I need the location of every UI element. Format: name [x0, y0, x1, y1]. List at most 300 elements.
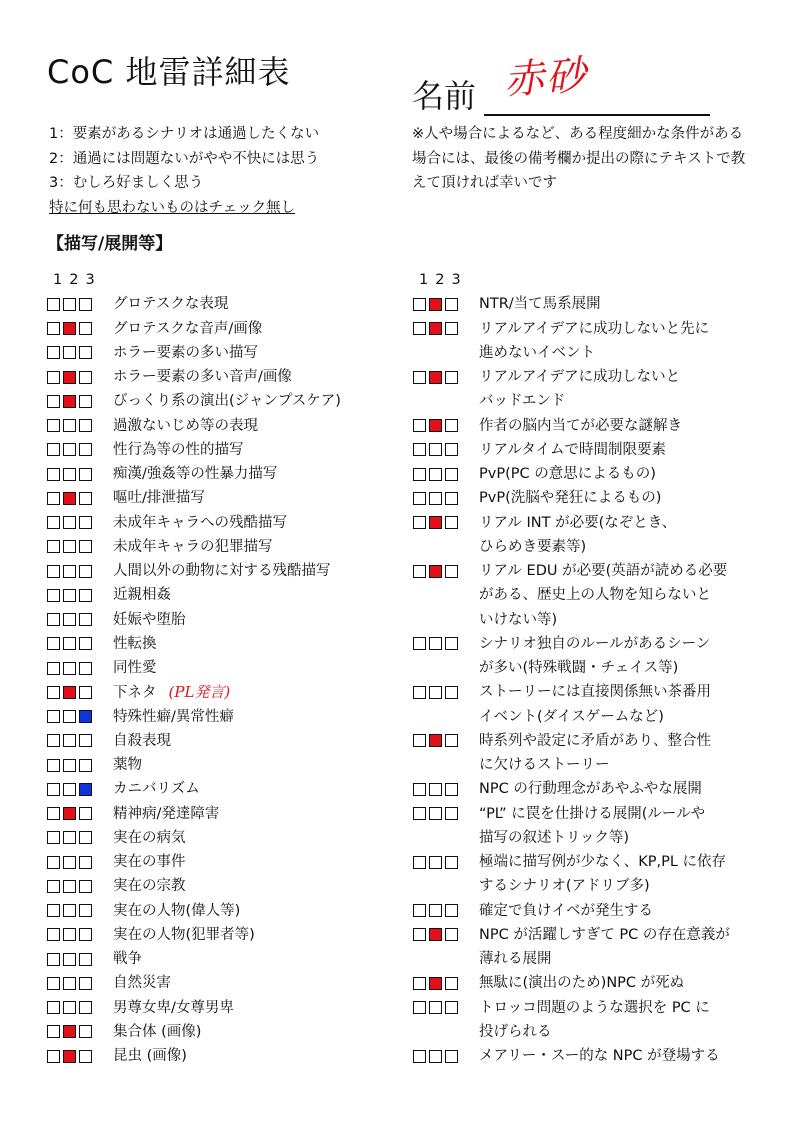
- checklist-item: [413, 317, 763, 366]
- checkbox-2[interactable]: [63, 492, 76, 505]
- checkbox-group: [413, 729, 479, 753]
- checklist-item: [413, 486, 763, 510]
- checkbox-3[interactable]: [445, 807, 458, 820]
- checkbox-3[interactable]: [79, 298, 92, 311]
- checklist-item: [47, 365, 397, 389]
- checkbox-1[interactable]: [47, 831, 60, 844]
- checkbox-2[interactable]: [429, 928, 442, 941]
- checkbox-group: [413, 462, 479, 486]
- checkbox-1[interactable]: [413, 419, 426, 432]
- checklist-item: [413, 438, 763, 462]
- checkbox-group: [47, 317, 113, 341]
- checklist-item: [413, 680, 763, 729]
- checkbox-2[interactable]: [63, 977, 76, 990]
- checkbox-1[interactable]: [413, 856, 426, 869]
- checkbox-2[interactable]: [63, 540, 76, 553]
- checklist-item: [47, 292, 397, 316]
- checkbox-1[interactable]: [413, 298, 426, 311]
- checkbox-group: [47, 777, 113, 801]
- checkbox-group: [413, 365, 479, 389]
- checkbox-3[interactable]: [445, 734, 458, 747]
- checklist-item: [413, 971, 763, 995]
- checklist-item: [413, 632, 763, 681]
- item-label: 妊娠や堕胎: [113, 611, 186, 628]
- checklist-item: [47, 729, 397, 753]
- page-title: CoC 地雷詳細表: [47, 53, 291, 91]
- checkbox-1[interactable]: [413, 565, 426, 578]
- checkbox-1[interactable]: [413, 904, 426, 917]
- checklist-item: [413, 365, 763, 414]
- item-label: メアリー・スー的な NPC が登場する: [479, 1048, 720, 1064]
- checkbox-group: [47, 947, 113, 971]
- checkbox-1[interactable]: [47, 1025, 60, 1038]
- checkbox-3[interactable]: [445, 783, 458, 796]
- checklist-item: [413, 729, 763, 778]
- item-label: 未成年キャラの犯罪描写: [113, 538, 273, 555]
- checkbox-3[interactable]: [79, 492, 92, 505]
- checkbox-group: [47, 559, 113, 583]
- item-label: NPC の行動理念があやふやな展開: [479, 781, 702, 798]
- checkbox-3[interactable]: [445, 443, 458, 456]
- checklist-item: [47, 583, 397, 607]
- checkbox-1[interactable]: [47, 856, 60, 869]
- item-label: 時系列や設定に矛盾があり、整合性: [479, 732, 711, 749]
- checklist-item: [47, 705, 397, 729]
- item-label: 実在の宗教: [113, 878, 186, 895]
- checklist-item: [47, 656, 397, 680]
- checkbox-3[interactable]: [79, 589, 92, 602]
- checkbox-group: [47, 389, 113, 413]
- checkbox-1[interactable]: [47, 371, 60, 384]
- checkbox-2[interactable]: [429, 734, 442, 747]
- checkbox-3[interactable]: [79, 419, 92, 432]
- checkbox-1[interactable]: [47, 928, 60, 941]
- checkbox-1[interactable]: [413, 637, 426, 650]
- checkbox-1[interactable]: [413, 492, 426, 505]
- checkbox-1[interactable]: [413, 783, 426, 796]
- right-checklist: [413, 268, 763, 1068]
- checkbox-1[interactable]: [47, 880, 60, 893]
- checkbox-group: [413, 680, 479, 704]
- item-label: 昆虫 (画像): [113, 1048, 187, 1064]
- checkbox-2[interactable]: [63, 298, 76, 311]
- checkbox-2[interactable]: [63, 759, 76, 772]
- checkbox-3[interactable]: [445, 298, 458, 311]
- checklist-item: [413, 462, 763, 486]
- checkbox-group: [413, 899, 479, 923]
- legend: [47, 122, 319, 220]
- checkbox-1[interactable]: [47, 322, 60, 335]
- checkbox-2[interactable]: [63, 395, 76, 408]
- checkbox-group: [47, 583, 113, 607]
- checkbox-group: [413, 1044, 479, 1068]
- checkbox-group: [47, 899, 113, 923]
- checkbox-3[interactable]: [79, 759, 92, 772]
- checklist-item: [47, 608, 397, 632]
- checkbox-1[interactable]: [47, 565, 60, 578]
- checkbox-2[interactable]: [429, 807, 442, 820]
- item-label: 戦争: [113, 951, 142, 967]
- checklist-item: [47, 850, 397, 874]
- item-label: 下ネタ (PL発言): [113, 683, 231, 702]
- checkbox-1[interactable]: [413, 1050, 426, 1063]
- checklist-item: [47, 559, 397, 583]
- checkbox-2[interactable]: [429, 1001, 442, 1014]
- checklist-item: [47, 753, 397, 777]
- checkbox-3[interactable]: [445, 928, 458, 941]
- item-label: グロテスクな表現: [113, 296, 229, 313]
- checkbox-group: [413, 802, 479, 826]
- checkbox-group: [47, 341, 113, 365]
- checkbox-3[interactable]: [445, 419, 458, 432]
- checkbox-1[interactable]: [413, 977, 426, 990]
- checkbox-3[interactable]: [79, 904, 92, 917]
- checkbox-3[interactable]: [445, 686, 458, 699]
- checkbox-group: [47, 874, 113, 898]
- checkbox-group: [47, 535, 113, 559]
- checkbox-3[interactable]: [79, 371, 92, 384]
- legend-item-2: 2：通過には問題ないがやや不快には思う: [49, 150, 320, 167]
- checkbox-1[interactable]: [413, 734, 426, 747]
- column-header: 123: [53, 272, 102, 288]
- item-label: 性転換: [113, 635, 157, 652]
- checkbox-group: [47, 438, 113, 462]
- checkbox-3[interactable]: [79, 468, 92, 481]
- checkbox-2[interactable]: [63, 346, 76, 359]
- checkbox-1[interactable]: [47, 346, 60, 359]
- item-label: するシナリオ(アドリブ多): [479, 878, 650, 895]
- checkbox-2[interactable]: [429, 516, 442, 529]
- item-label: バッドエンド: [479, 393, 566, 410]
- checkbox-group: [413, 292, 479, 316]
- checkbox-2[interactable]: [63, 322, 76, 335]
- checkbox-2[interactable]: [63, 1050, 76, 1063]
- checkbox-3[interactable]: [445, 565, 458, 578]
- checklist-item: [413, 850, 763, 899]
- checkbox-2[interactable]: [429, 686, 442, 699]
- legend-item-1: 1：要素があるシナリオは通過したくない: [49, 126, 320, 142]
- checkbox-2[interactable]: [63, 710, 76, 723]
- checkbox-group: [413, 317, 479, 341]
- checkbox-2[interactable]: [63, 734, 76, 747]
- checkbox-3[interactable]: [79, 346, 92, 359]
- checkbox-group: [47, 414, 113, 438]
- checkbox-3[interactable]: [79, 880, 92, 893]
- checkbox-1[interactable]: [47, 734, 60, 747]
- checkbox-1[interactable]: [47, 686, 60, 699]
- item-label: リアル INT が必要(なぞとき、: [479, 514, 677, 531]
- checkbox-2[interactable]: [63, 928, 76, 941]
- checklist-item: [413, 559, 763, 632]
- checkbox-3[interactable]: [79, 710, 92, 723]
- checkbox-2[interactable]: [429, 977, 442, 990]
- item-label: 薄れる展開: [479, 951, 552, 967]
- checkbox-group: [47, 729, 113, 753]
- checkbox-group: [47, 826, 113, 850]
- item-label: 無駄に(演出のため)NPC が死ぬ: [479, 975, 685, 992]
- item-label: 人間以外の動物に対する残酷描写: [113, 563, 331, 579]
- checkbox-2[interactable]: [429, 443, 442, 456]
- checkbox-2[interactable]: [429, 783, 442, 796]
- checkbox-group: [413, 971, 479, 995]
- checkbox-group: [47, 705, 113, 729]
- item-label: 精神病/発達障害: [113, 805, 220, 822]
- checkbox-3[interactable]: [79, 322, 92, 335]
- item-label: 確定で負けイベが発生する: [479, 902, 653, 919]
- item-label: リアルアイデアに成功しないと先に: [479, 320, 710, 337]
- item-label: 自然災害: [113, 975, 171, 992]
- checkbox-1[interactable]: [47, 637, 60, 650]
- checkbox-2[interactable]: [63, 419, 76, 432]
- checklist-item: [47, 680, 397, 704]
- checkbox-1[interactable]: [413, 686, 426, 699]
- item-label: シナリオ独自のルールがあるシーン: [479, 635, 711, 652]
- checkbox-2[interactable]: [63, 686, 76, 699]
- item-label: 過激ないじめ等の表現: [113, 417, 258, 434]
- checklist-item: [413, 996, 763, 1045]
- checkbox-1[interactable]: [47, 783, 60, 796]
- item-label: 男尊女卑/女尊男卑: [113, 999, 234, 1016]
- checkbox-2[interactable]: [63, 831, 76, 844]
- checkbox-group: [47, 1020, 113, 1044]
- item-label: PvP(PC の意思によるもの): [479, 466, 656, 482]
- checkbox-3[interactable]: [445, 492, 458, 505]
- checklist-item: [47, 1044, 397, 1068]
- note-line: 場合には、最後の備考欄か提出の際にテキストで教: [412, 150, 746, 167]
- checkbox-3[interactable]: [445, 468, 458, 481]
- checkbox-1[interactable]: [413, 322, 426, 335]
- checkbox-1[interactable]: [47, 1001, 60, 1014]
- checkbox-3[interactable]: [79, 1001, 92, 1014]
- item-label: ホラー要素の多い描写: [113, 344, 258, 361]
- left-checklist: [47, 268, 397, 1068]
- checkbox-2[interactable]: [63, 662, 76, 675]
- checkbox-3[interactable]: [445, 1001, 458, 1014]
- item-label: 性行為等の性的描写: [113, 441, 244, 458]
- legend-item-3: 3：むしろ好ましく思う: [49, 175, 204, 191]
- checkbox-2[interactable]: [429, 419, 442, 432]
- checkbox-group: [47, 850, 113, 874]
- checkbox-group: [47, 1044, 113, 1068]
- checklist-item: [47, 826, 397, 850]
- checklist-item: [47, 317, 397, 341]
- checklist-item: [47, 535, 397, 559]
- checkbox-2[interactable]: [429, 322, 442, 335]
- checklist-item: [47, 341, 397, 365]
- item-label: 極端に描写例が少なく、KP,PL に依存: [479, 854, 727, 870]
- note-line: えて頂ければ幸いです: [412, 175, 557, 191]
- checkbox-3[interactable]: [79, 686, 92, 699]
- item-label: PvP(洗脳や発狂によるもの): [479, 490, 662, 507]
- checkbox-1[interactable]: [47, 492, 60, 505]
- checkbox-3[interactable]: [79, 540, 92, 553]
- item-label: ホラー要素の多い音声/画像: [113, 369, 292, 385]
- checkbox-2[interactable]: [63, 637, 76, 650]
- checkbox-3[interactable]: [79, 831, 92, 844]
- checkbox-1[interactable]: [47, 443, 60, 456]
- checkbox-2[interactable]: [429, 565, 442, 578]
- item-label: 描写の叙述トリック等): [479, 829, 630, 846]
- checkbox-2[interactable]: [63, 904, 76, 917]
- item-label: 実在の人物(犯罪者等): [113, 926, 255, 943]
- checkbox-1[interactable]: [47, 953, 60, 966]
- item-label: 投げられる: [479, 1023, 552, 1040]
- checkbox-group: [47, 511, 113, 535]
- checkbox-2[interactable]: [63, 589, 76, 602]
- checkbox-2[interactable]: [63, 613, 76, 626]
- checkbox-3[interactable]: [79, 856, 92, 869]
- checkbox-3[interactable]: [445, 856, 458, 869]
- checkbox-2[interactable]: [63, 880, 76, 893]
- checkbox-3[interactable]: [79, 928, 92, 941]
- item-label: トロッコ問題のような選択を PC に: [479, 999, 710, 1016]
- checkbox-3[interactable]: [445, 322, 458, 335]
- checkbox-3[interactable]: [79, 783, 92, 796]
- checkbox-3[interactable]: [79, 1050, 92, 1063]
- checklist-item: [47, 947, 397, 971]
- item-label: に欠けるストーリー: [479, 757, 610, 773]
- checkbox-group: [413, 632, 479, 656]
- checkbox-2[interactable]: [429, 904, 442, 917]
- checkbox-1[interactable]: [47, 395, 60, 408]
- item-label: “PL” に罠を仕掛ける展開(ルールや: [479, 805, 706, 822]
- checkbox-2[interactable]: [429, 468, 442, 481]
- checkbox-1[interactable]: [47, 759, 60, 772]
- name-label: 名前: [412, 77, 477, 115]
- checkbox-2[interactable]: [63, 565, 76, 578]
- item-label: 自殺表現: [113, 732, 171, 749]
- checkbox-3[interactable]: [79, 516, 92, 529]
- checkbox-2[interactable]: [429, 298, 442, 311]
- checkbox-1[interactable]: [413, 468, 426, 481]
- checkbox-1[interactable]: [47, 662, 60, 675]
- item-label: が多い(特殊戦闘・チェイス等): [479, 660, 679, 676]
- checkbox-3[interactable]: [79, 977, 92, 990]
- checkbox-2[interactable]: [429, 637, 442, 650]
- checkbox-3[interactable]: [79, 443, 92, 456]
- checkbox-3[interactable]: [79, 953, 92, 966]
- item-label: 作者の脳内当てが必要な謎解き: [479, 417, 682, 434]
- checkbox-2[interactable]: [63, 516, 76, 529]
- item-label: がある、歴史上の人物を知らないと: [479, 587, 711, 604]
- checkbox-2[interactable]: [63, 371, 76, 384]
- checkbox-1[interactable]: [47, 613, 60, 626]
- checkbox-1[interactable]: [47, 419, 60, 432]
- checkbox-2[interactable]: [429, 1050, 442, 1063]
- column-header: 123: [419, 272, 468, 288]
- checkbox-3[interactable]: [445, 371, 458, 384]
- checkbox-3[interactable]: [445, 516, 458, 529]
- checklist-item: [413, 414, 763, 438]
- checkbox-2[interactable]: [63, 1025, 76, 1038]
- checkbox-3[interactable]: [445, 904, 458, 917]
- checkbox-2[interactable]: [63, 953, 76, 966]
- checkbox-group: [47, 462, 113, 486]
- handwritten-annotation: (PL発言): [168, 683, 231, 702]
- checkbox-1[interactable]: [413, 928, 426, 941]
- checkbox-1[interactable]: [47, 977, 60, 990]
- checkbox-1[interactable]: [47, 298, 60, 311]
- checkbox-3[interactable]: [79, 565, 92, 578]
- checkbox-3[interactable]: [79, 1025, 92, 1038]
- checkbox-group: [47, 608, 113, 632]
- checkbox-group: [47, 802, 113, 826]
- checkbox-group: [413, 486, 479, 510]
- checkbox-3[interactable]: [445, 637, 458, 650]
- checkbox-3[interactable]: [445, 977, 458, 990]
- checkbox-3[interactable]: [79, 662, 92, 675]
- checkbox-2[interactable]: [63, 807, 76, 820]
- checkbox-1[interactable]: [47, 807, 60, 820]
- item-label: 集合体 (画像): [113, 1023, 202, 1040]
- checkbox-group: [47, 365, 113, 389]
- item-label: 進めないイベント: [479, 344, 595, 361]
- checklist-item: [413, 777, 763, 801]
- checkbox-3[interactable]: [79, 395, 92, 408]
- checkbox-2[interactable]: [429, 856, 442, 869]
- checkbox-2[interactable]: [429, 492, 442, 505]
- checkbox-1[interactable]: [413, 371, 426, 384]
- checklist-item: [47, 899, 397, 923]
- checkbox-2[interactable]: [63, 1001, 76, 1014]
- checklist-item: [47, 438, 397, 462]
- legend-note: 特に何も思わないものはチェック無し: [49, 199, 296, 216]
- checkbox-1[interactable]: [413, 1001, 426, 1014]
- checkbox-3[interactable]: [79, 734, 92, 747]
- checkbox-2[interactable]: [63, 468, 76, 481]
- item-label: 実在の病気: [113, 829, 186, 846]
- item-label: ひらめき要素等): [479, 538, 587, 555]
- item-label: びっくり系の演出(ジャンプスケア): [113, 393, 341, 410]
- checklist-item: [47, 462, 397, 486]
- checkbox-2[interactable]: [63, 856, 76, 869]
- checkbox-1[interactable]: [47, 516, 60, 529]
- checkbox-3[interactable]: [79, 613, 92, 626]
- checkbox-group: [47, 923, 113, 947]
- item-label: 痴漢/強姦等の性暴力描写: [113, 466, 278, 482]
- checkbox-group: [413, 438, 479, 462]
- checklist-item: [47, 777, 397, 801]
- checkbox-3[interactable]: [79, 807, 92, 820]
- checkbox-1[interactable]: [413, 443, 426, 456]
- checkbox-1[interactable]: [47, 540, 60, 553]
- checkbox-2[interactable]: [63, 783, 76, 796]
- checkbox-group: [47, 680, 113, 704]
- checkbox-1[interactable]: [47, 1050, 60, 1063]
- checkbox-1[interactable]: [413, 807, 426, 820]
- checkbox-1[interactable]: [47, 468, 60, 481]
- handwritten-signature: 赤砂: [502, 52, 590, 104]
- checkbox-1[interactable]: [47, 710, 60, 723]
- item-label: いけない等): [479, 611, 558, 628]
- checklist-item: [413, 511, 763, 560]
- checkbox-group: [47, 971, 113, 995]
- checkbox-2[interactable]: [429, 371, 442, 384]
- item-label: 同性愛: [113, 660, 157, 676]
- checkbox-group: [47, 632, 113, 656]
- checkbox-group: [413, 414, 479, 438]
- checkbox-2[interactable]: [63, 443, 76, 456]
- checkbox-1[interactable]: [47, 904, 60, 917]
- checkbox-3[interactable]: [79, 637, 92, 650]
- checkbox-3[interactable]: [445, 1050, 458, 1063]
- checkbox-group: [413, 511, 479, 535]
- checkbox-1[interactable]: [47, 589, 60, 602]
- checkbox-1[interactable]: [413, 516, 426, 529]
- item-label: ストーリーには直接関係無い茶番用: [479, 684, 711, 701]
- item-label: イベント(ダイスゲームなど): [479, 708, 664, 725]
- item-label: 嘔吐/排泄描写: [113, 490, 205, 507]
